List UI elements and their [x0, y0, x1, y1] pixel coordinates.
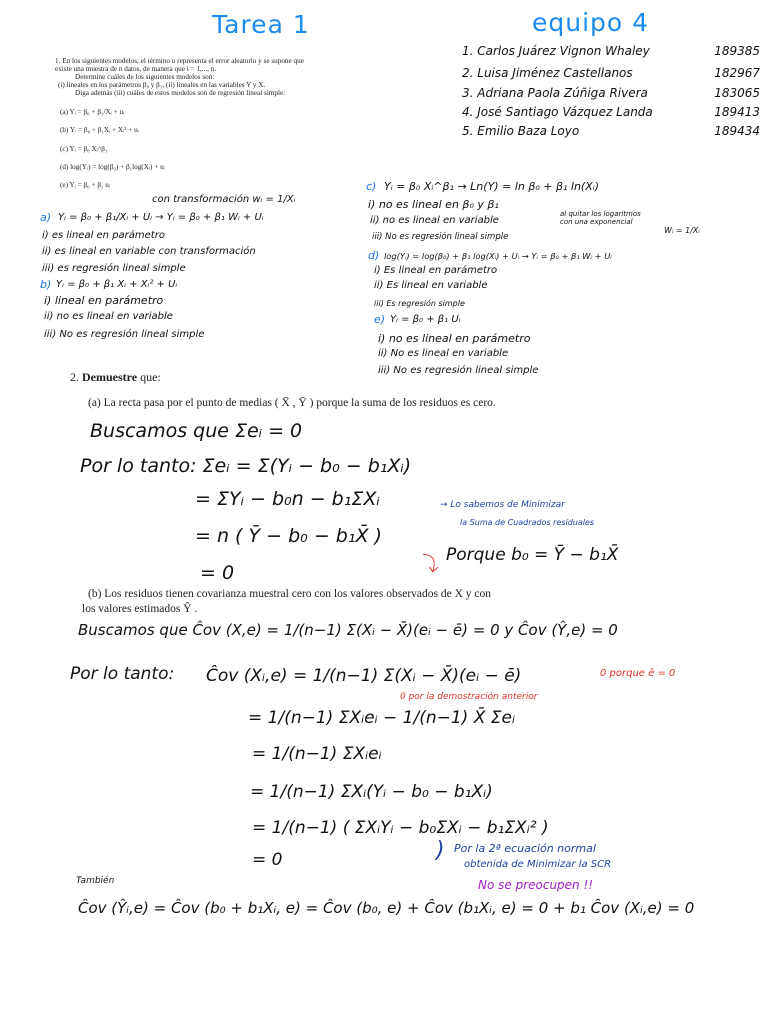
blue-note: Por la 2ª ecuación normal	[454, 842, 596, 855]
answer-e-iii: iii) No es regresión lineal simple	[378, 365, 539, 376]
q2-part-a: (a) La recta pasa por el punto de medias ( X̄ , Ȳ ) porque la suma de los residuos es cero.	[88, 397, 496, 409]
q1-intro: (i) lineales en los parámetros β₀ y β₁, (ii) lineales en las variables Y y X.	[58, 81, 266, 89]
answer-c-ii: ii) no es lineal en variable	[370, 215, 499, 226]
b-work-line: Por lo tanto:	[70, 664, 175, 684]
answer-d-label: d)	[368, 249, 380, 262]
q1-intro: 1. En los siguientes modelos, el término u representa el error aleatorio y se supone que	[55, 57, 304, 65]
q2-verb: Demuestre	[82, 370, 138, 384]
answer-a-iii: iii) es regresión lineal simple	[42, 263, 186, 274]
member-name: 5. Emilio Baza Loyo	[462, 124, 580, 138]
b-work-line: = 0	[252, 850, 283, 870]
b-work-line: Ĉov (Xᵢ,e) = 1/(n−1) Σ(Xᵢ − X̄)(eᵢ − ē)	[206, 666, 522, 686]
answer-a-eq: Yᵢ = β₀ + β₁/Xᵢ + Uᵢ → Yᵢ = β₀ + β₁ Wᵢ + Uᵢ	[58, 212, 264, 223]
b-work-line: = 1/(n−1) ( ΣXᵢYᵢ − b₀ΣXᵢ − b₁ΣXᵢ² )	[252, 818, 549, 838]
member-id: 189413	[714, 105, 760, 119]
team-label: equipo 4	[532, 8, 650, 37]
answer-d-eq: log(Yᵢ) = log(β₀) + β₁ log(Xᵢ) + Uᵢ → Yᵢ = β₀ + β₁ Wᵢ + Uᵢ	[384, 251, 612, 261]
answer-d-iii: iii) Es regresión simple	[374, 299, 465, 308]
a-work-line: = n ( Ȳ − b₀ − b₁X̄ )	[195, 525, 382, 547]
red-note: 0 por la demostración anterior	[400, 692, 538, 702]
q2-part-b: (b) Los residuos tienen covarianza muestral cero con los valores observados de X y con	[88, 588, 492, 600]
side-note: al quitar los logaritmos con una exponencial	[560, 210, 641, 226]
member-id: 182967	[714, 66, 760, 80]
member-name: 4. José Santiago Vázquez Landa	[462, 105, 653, 119]
q1-model: (e) Yᵢ = β₀ + β₁ uᵢ	[60, 181, 111, 189]
member-id: 189385	[714, 44, 760, 58]
a-work-line: = 0	[200, 562, 235, 584]
answer-b-ii: ii) no es lineal en variable	[44, 311, 173, 322]
q1-intro: Diga además (iii) cuáles de estos modelos son de regresión lineal simple:	[75, 89, 286, 97]
a-note: la Suma de Cuadrados residuales	[460, 518, 595, 527]
b-work-line: = 1/(n−1) ΣXᵢeᵢ − 1/(n−1) X̄ Σeᵢ	[248, 708, 516, 728]
w-definition: Wᵢ = 1/Xᵢ	[664, 226, 700, 235]
q1-intro: existe una muestra de n datos, de manera que i = 1,..., n.	[55, 65, 217, 73]
a-because: Porque b₀ = Ȳ − b₁X̄	[446, 545, 619, 565]
tambien-label: También	[76, 876, 115, 886]
a-note: → Lo sabemos de Minimizar	[440, 500, 565, 510]
answer-a-label: a)	[40, 211, 52, 224]
answer-d-ii: ii) Es lineal en variable	[374, 280, 488, 291]
answer-e-ii: ii) No es lineal en variable	[378, 348, 509, 359]
q2-part-b: los valores estimados Ŷ .	[82, 603, 198, 615]
member-name: 1. Carlos Juárez Vignon Whaley	[462, 44, 650, 58]
q2-number: 2.	[70, 370, 82, 384]
answer-e-eq: Yᵢ = β₀ + β₁ Uᵢ	[390, 314, 461, 325]
answer-c-iii: iii) No es regresión lineal simple	[372, 232, 509, 242]
answer-e-label: e)	[374, 313, 386, 326]
answer-a-i: i) es lineal en parámetro	[42, 230, 165, 241]
blue-note: obtenida de Minimizar la SCR	[464, 859, 612, 870]
a-work-line: Buscamos que Σeᵢ = 0	[90, 420, 303, 442]
purple-note: No se preocupen !!	[478, 878, 594, 892]
member-id: 183065	[714, 86, 760, 100]
answer-b-label: b)	[40, 278, 52, 291]
answer-c-i: i) no es lineal en β₀ y β₁	[368, 198, 499, 211]
answer-b-eq: Yᵢ = β₀ + β₁ Xᵢ + Xᵢ² + Uᵢ	[56, 279, 178, 290]
q1-model: (a) Yᵢ = β₀ + β₁/Xᵢ + uᵢ	[60, 108, 125, 116]
q2-rest: que:	[137, 370, 161, 384]
member-name: 2. Luisa Jiménez Castellanos	[462, 66, 633, 80]
transform-note: con transformación wᵢ = 1/Xᵢ	[152, 194, 296, 205]
b-work-line: Buscamos que Ĉov (X,e) = 1/(n−1) Σ(Xᵢ − X̄)(eᵢ − ē) = 0 y Ĉov (Ŷ,e) = 0	[78, 621, 618, 639]
b-work-line: = 1/(n−1) ΣXᵢ(Yᵢ − b₀ − b₁Xᵢ)	[250, 782, 493, 802]
answer-a-ii: ii) es lineal en variable con transformación	[42, 246, 256, 257]
q1-model: (d) log(Yᵢ) = log(β₀) + β₁log(Xᵢ) + uᵢ	[60, 163, 165, 171]
a-work-line: Por lo tanto: Σeᵢ = Σ(Yᵢ − b₀ − b₁Xᵢ)	[80, 455, 412, 477]
member-name: 3. Adriana Paola Zúñiga Rivera	[462, 86, 648, 100]
answer-c-eq: Yᵢ = β₀ Xᵢ^β₁ → Ln(Y) = ln β₀ + β₁ ln(Xᵢ)	[384, 180, 599, 193]
answer-d-i: i) Es lineal en parámetro	[374, 265, 498, 276]
q2-heading	[70, 370, 161, 385]
member-id: 189434	[714, 124, 760, 138]
q1-intro: Determine cuáles de los siguientes modelos son:	[75, 73, 215, 81]
blue-brace-icon: )	[436, 838, 445, 863]
answer-e-i: i) no es lineal en parámetro	[378, 332, 531, 345]
page-title: Tarea 1	[212, 10, 310, 39]
q1-model: (b) Yᵢ = β₀ + β₁Xᵢ + Xᵢ² + uᵢ	[60, 126, 139, 134]
answer-b-iii: iii) No es regresión lineal simple	[44, 329, 205, 340]
a-work-line: = ΣYᵢ − b₀n − b₁ΣXᵢ	[195, 488, 380, 510]
q1-model: (c) Yᵢ = β₀ Xᵢ^β₁	[60, 145, 108, 153]
red-arrow-icon: ⤵	[418, 552, 438, 576]
final-equation: Ĉov (Ŷᵢ,e) = Ĉov (b₀ + b₁Xᵢ, e) = Ĉov (b₀, e) + Ĉov (b₁Xᵢ, e) = 0 + b₁ Ĉov (Xᵢ,e) = 0	[78, 899, 695, 917]
b-work-line: = 1/(n−1) ΣXᵢeᵢ	[252, 744, 382, 764]
answer-c-label: c)	[366, 180, 377, 193]
red-note: 0 porque ē = 0	[600, 668, 676, 679]
answer-b-i: i) lineal en parámetro	[44, 294, 164, 307]
